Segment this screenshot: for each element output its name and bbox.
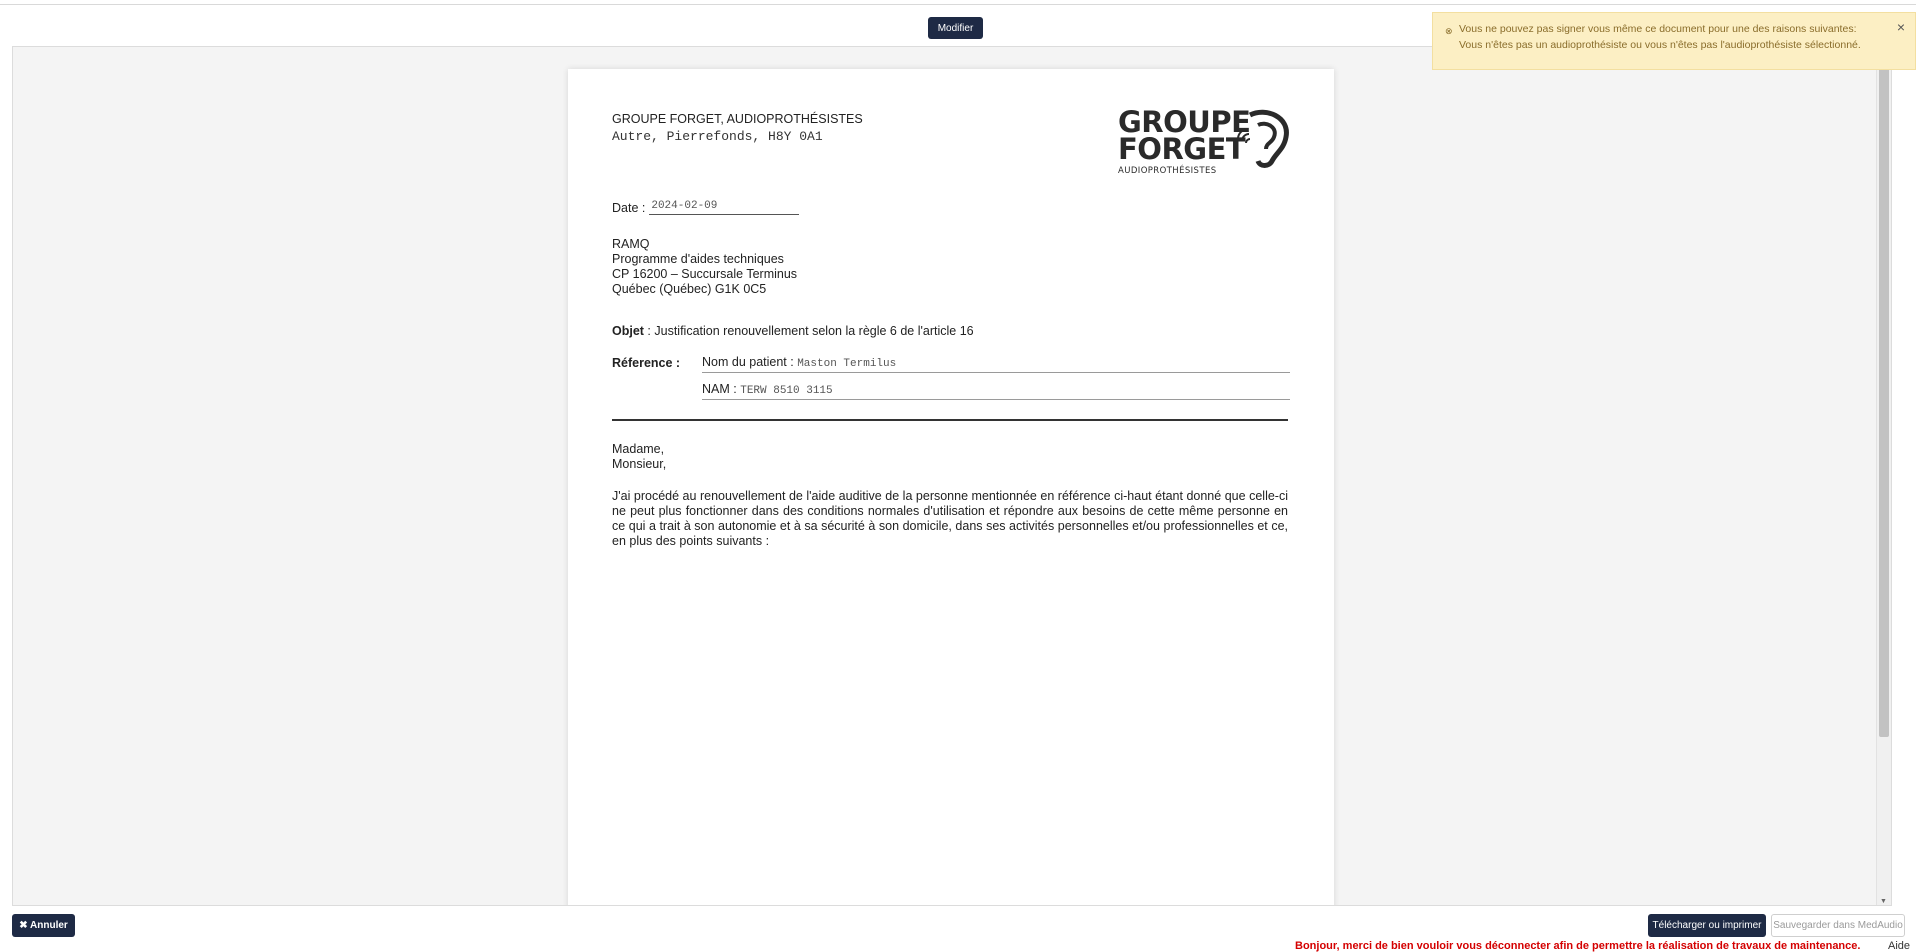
reference-label: Réference : (612, 356, 681, 370)
company-logo (1118, 105, 1294, 181)
nam-field[interactable]: TERW 8510 3115 (740, 385, 833, 397)
logo-line-1: GROUPE (1118, 105, 1251, 139)
company-name: GROUPE FORGET, AUDIOPROTHÉSISTES (612, 112, 863, 126)
date-field[interactable]: 2024-02-09 (649, 199, 799, 215)
recipient-line: Programme d'aides techniques (612, 252, 784, 266)
recipient-address (612, 237, 797, 297)
salutation (612, 442, 666, 472)
scroll-down-icon[interactable]: ▼ (1880, 898, 1887, 905)
logo-line-2: FORGET (1118, 132, 1246, 166)
top-divider (0, 4, 1916, 5)
alert-message: Vous ne pouvez pas signer vous même ce document pour une des raisons suivantes: Vous n'êtes pas un audioprothésiste ou vous n'êtes pas l'audioprothésiste sélectionné. (1459, 23, 1861, 51)
patient-name-field[interactable]: Maston Termilus (797, 358, 897, 370)
salutation-line: Madame, (612, 442, 665, 456)
signature-warning-alert (1432, 12, 1916, 70)
vertical-scrollbar[interactable] (1876, 47, 1891, 906)
nam-label: NAM : (702, 382, 737, 396)
subject-label: Objet (612, 324, 644, 338)
patient-name-row (702, 355, 1290, 373)
letter-body: J'ai procédé au renouvellement de l'aide auditive de la personne mentionnée en référence ci-haut étant donné que celle-ci ne peut plus fonctionner dans des conditions normales d'utilisation et répondre aux besoins de cette même personne en ce qui a trait à son autonomie et à sa sécurité à son domicile, dans ses activités personnelles et/ou professionnelles et ce, en plus des points suivants : (612, 489, 1288, 548)
help-link[interactable]: Aide (1888, 940, 1911, 952)
date-row (612, 199, 799, 215)
save-medaudio-button[interactable]: Sauvegarder dans MedAudio (1771, 914, 1905, 937)
logo-subtitle: AUDIOPROTHÉSISTES (1118, 166, 1217, 176)
cancel-label: Annuler (30, 920, 68, 931)
warning-icon: ⊗ (1445, 26, 1453, 36)
download-print-button[interactable]: Télécharger ou imprimer (1648, 914, 1766, 937)
salutation-line: Monsieur, (612, 457, 667, 471)
subject-text: : Justification renouvellement selon la règle 6 de l'article 16 (643, 324, 974, 338)
scroll-thumb[interactable] (1879, 59, 1889, 737)
close-icon: ✖ (19, 920, 28, 931)
document-viewer[interactable] (12, 46, 1892, 906)
recipient-line: Québec (Québec) G1K 0C5 (612, 282, 767, 296)
letter-page (568, 69, 1334, 906)
close-icon[interactable]: × (1896, 19, 1905, 35)
date-label: Date : (612, 201, 646, 215)
ear-logo-icon (1236, 109, 1294, 169)
recipient-line: CP 16200 – Succursale Terminus (612, 267, 798, 281)
company-address: Autre, Pierrefonds, H8Y 0A1 (612, 129, 823, 144)
header-divider (612, 419, 1288, 421)
nam-row (702, 382, 1290, 400)
modify-button[interactable]: Modifier (928, 17, 983, 39)
patient-name-label: Nom du patient : (702, 355, 794, 369)
cancel-button[interactable] (12, 914, 75, 937)
maintenance-notice: Bonjour, merci de bien vouloir vous déconnecter afin de permettre la réalisation de travaux de maintenance. (1295, 940, 1861, 952)
recipient-line: RAMQ (612, 237, 650, 251)
subject-line (612, 324, 974, 338)
